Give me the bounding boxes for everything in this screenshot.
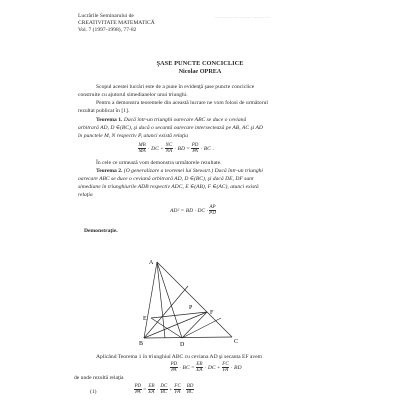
equation-theorem2: AD² = BD · DC · $\frac{AP}{PD}$ — [170, 205, 216, 216]
fraction: $\frac{FC}{FA}$ — [222, 362, 229, 373]
application-line: Aplicând Teorema 1 în triunghiul ABC cu ceviana AD şi secanta EF avem — [96, 354, 263, 360]
journal-name-line2: CREATIVITATE MATEMATICĂ — [78, 20, 155, 26]
fraction: $\frac{BD}{BC}$ — [186, 384, 194, 395]
theorem1-line: în punctele M, N respectiv P, atunci există relaţia — [78, 133, 189, 139]
theorem2-line: oarecare ABC se duce o ceviană arbitrară AD, D ∈(BC), şi dacă DE, DF sunt — [78, 176, 254, 182]
journal-volume: Vol. 7 (1997-1998), 77-82 — [78, 27, 137, 33]
fraction: $\frac{NC}{NA}$ — [165, 143, 173, 154]
secant-ef — [151, 312, 207, 318]
intro-line: Scopul acestei lucrări este de a pune în evidenţă şase puncte conciclice — [96, 84, 255, 90]
fraction: $\frac{EB}{EA}$ — [148, 384, 155, 395]
line-d-right — [182, 318, 221, 338]
equation-number: (1) — [90, 389, 97, 395]
point-label-b: B — [139, 341, 144, 347]
symmedian-df — [182, 312, 207, 338]
theorem1-label: Teorema 1. — [96, 117, 123, 123]
fraction: $\frac{PD}{PA}$ — [191, 143, 199, 154]
paper-author: Nicolae OPREA — [178, 68, 222, 75]
fraction: $\frac{DC}{BC}$ — [160, 384, 168, 395]
theorem2-line: relaţia — [78, 192, 93, 198]
side-bc — [144, 337, 232, 338]
fraction: $\frac{FC}{FA}$ — [174, 384, 181, 395]
theorem2-text: (O generalizare a teoremei lui Stewart.) Dacă într-un triunghi — [123, 168, 263, 174]
bleed-through-text: — — — — — — — — — — [215, 16, 270, 21]
theorem1-text: Dacă într-un triunghi oarecare ABC se duce o ceviană — [123, 117, 247, 123]
point-label-p: P — [189, 305, 193, 311]
demonstration-heading: Demonstraţie. — [84, 228, 118, 234]
equation-one: $\frac{PD}{PA}$ = $\frac{EB}{EA}$ · $\frac{DC}{BC}$ + $\frac{FC}{FA}$ · $\frac{BD}{BC}$ — [134, 384, 194, 395]
fraction: $\frac{EB}{EA}$ — [196, 362, 203, 373]
symmedian-de — [151, 318, 182, 338]
consequence-line: de unde rezultă relaţia — [74, 375, 124, 381]
theorem2-line: simediane în triunghiurile ADB respectiv ADC, E ∈(AB), F ∈(AC), atunci există — [78, 184, 259, 190]
line-b-cevian — [144, 286, 188, 338]
theorem2-label: Teorema 2. — [96, 168, 123, 174]
transition-line: În cele ce urmează vom demonstra următorele rezultate. — [96, 160, 222, 166]
intro-line: rezultat publicat în [1]. — [78, 108, 130, 114]
side-ac — [157, 262, 232, 337]
fraction: $\frac{PD}{PA}$ — [134, 384, 142, 395]
side-ab — [144, 262, 157, 338]
intro-line: construite cu ajutorul simedianelor unui triunghi. — [78, 92, 188, 98]
equation-theorem1: $\frac{MB}{MA}$ · DC + $\frac{NC}{NA}$ · BD = $\frac{PD}{PA}$ · BC . — [138, 143, 214, 154]
fraction: $\frac{PD}{PA}$ — [170, 362, 178, 373]
point-label-d: D — [180, 342, 185, 348]
fraction: $\frac{AP}{PD}$ — [209, 205, 216, 216]
journal-name-line1: Lucrările Seminarului de — [78, 13, 134, 19]
theorem1-line: arbitrară AD, D ∈(BC), şi dacă o secantă oarecare intersectează pe AB, AC şi AD — [78, 125, 263, 131]
triangle-lines — [144, 262, 232, 338]
point-label-c: C — [234, 339, 239, 345]
paper-title: ŞASE PUNCTE CONCICLICE — [156, 60, 244, 67]
equation-application: $\frac{PD}{PA}$ · BC = $\frac{EB}{EA}$ · DC + $\frac{FC}{FA}$ · BD — [170, 362, 242, 373]
point-label-f: F — [210, 310, 214, 316]
point-label-a: A — [149, 260, 154, 266]
intro-line: Pentru a demonstra teoremele din această lucrare ne vom folosi de următorul — [96, 100, 268, 106]
fraction: $\frac{MB}{MA}$ — [138, 143, 146, 154]
point-label-e: E — [143, 316, 147, 322]
